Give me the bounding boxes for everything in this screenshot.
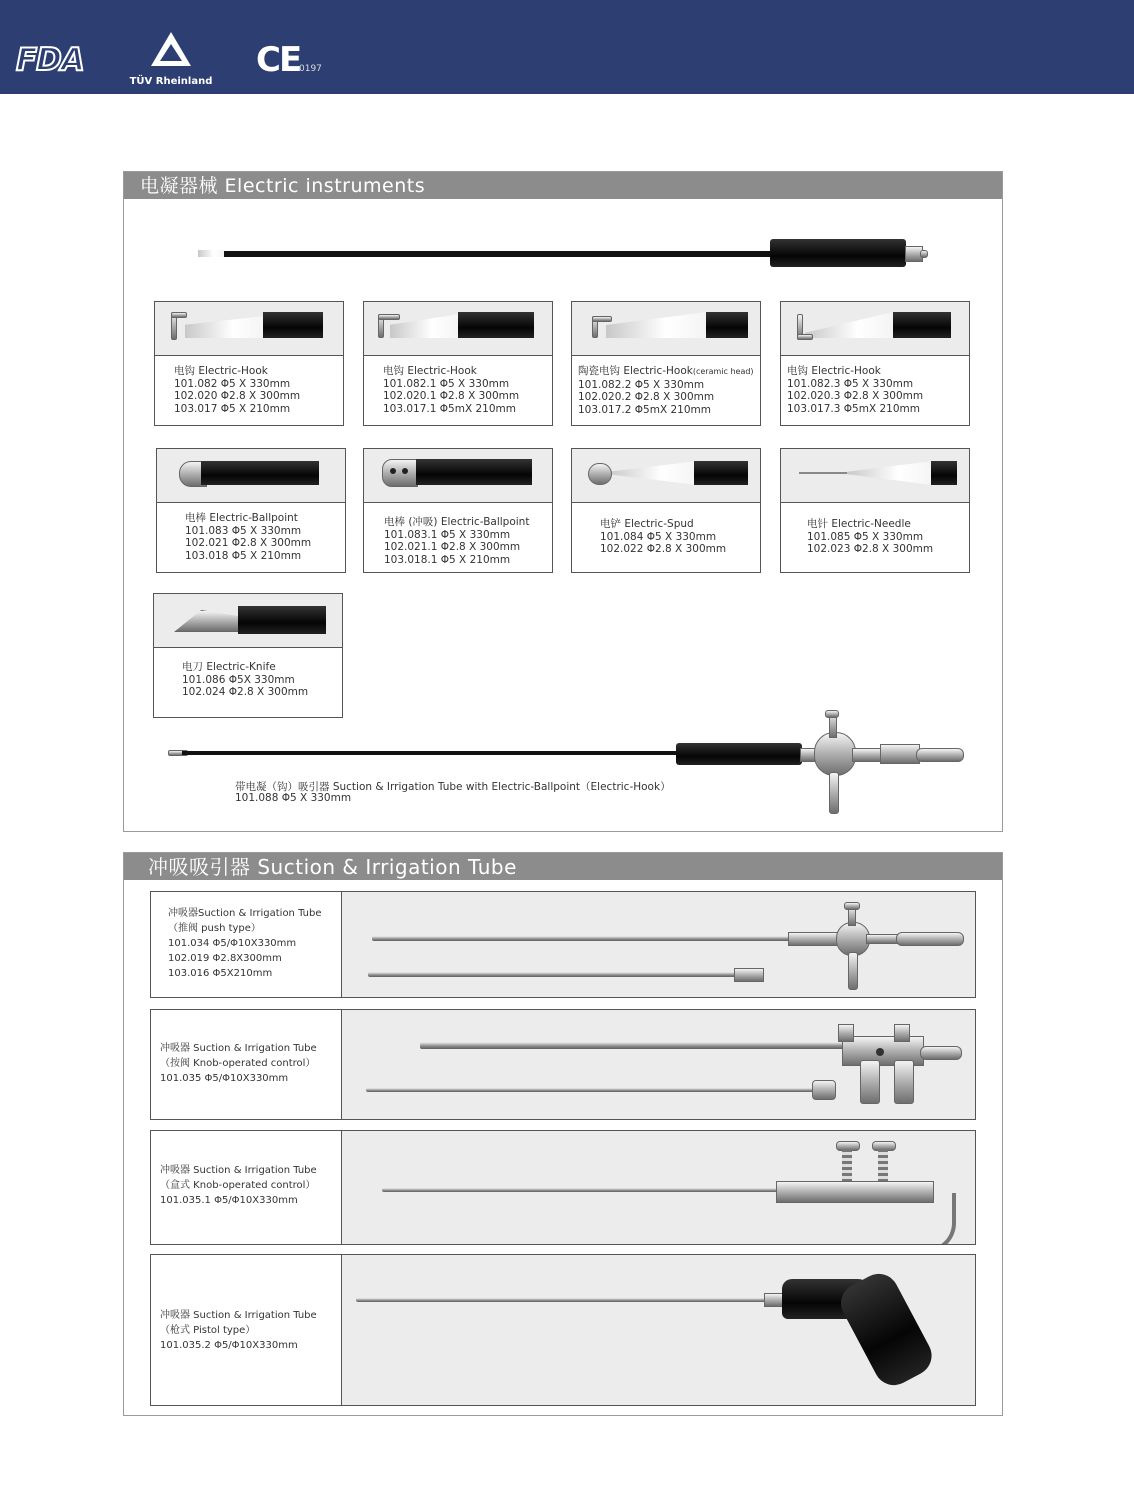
- header-bar: [0, 0, 1134, 94]
- electric-hook-image: [364, 302, 552, 356]
- product-spec: 101.083.1 Φ5 X 330mm: [384, 528, 511, 541]
- suction-item-spec: 101.034 Φ5/Φ10X330mm: [168, 938, 297, 949]
- product-spec: 102.020.3 Φ2.8 X 300mm: [787, 390, 924, 402]
- product-name: 电棒 Electric-Ballpoint: [185, 512, 298, 524]
- ce-number: 0197: [299, 64, 322, 74]
- suction-item-knob-operated: [150, 1009, 976, 1120]
- electric-spud-image: [572, 449, 760, 503]
- suction-item-spec: 102.019 Φ2.8X300mm: [168, 953, 282, 964]
- product-spec: 103.018 Φ5 X 210mm: [185, 549, 302, 562]
- suction-item-type: （推阀 push type）: [168, 923, 261, 934]
- product-name: 电针 Electric-Needle: [807, 518, 911, 530]
- product-spec: 103.017.3 Φ5mX 210mm: [787, 402, 920, 415]
- pistol-type-image: [342, 1255, 975, 1405]
- product-spec: 101.084 Φ5 X 330mm: [600, 530, 717, 543]
- product-spec: 101.082.3 Φ5 X 330mm: [787, 377, 914, 390]
- product-card-electric-spud: [571, 448, 761, 573]
- product-spec: 103.018.1 Φ5 X 210mm: [384, 553, 511, 566]
- product-card-electric-hook-1: [154, 301, 344, 426]
- fda-logo: FDA: [16, 42, 84, 78]
- product-spec: 103.017.2 Φ5mX 210mm: [578, 403, 711, 416]
- product-spec: 103.017.1 Φ5mX 210mm: [383, 402, 516, 415]
- electric-needle-image: [781, 449, 969, 503]
- knob-operated-image: [342, 1010, 975, 1119]
- electric-hook-image: [155, 302, 343, 356]
- suction-item-name: 冲吸器Suction & Irrigation Tube: [168, 908, 322, 919]
- product-spec: 101.082.1 Φ5 X 330mm: [383, 377, 510, 390]
- box-knob-image: [342, 1131, 975, 1244]
- product-card-ceramic-hook: [571, 301, 761, 426]
- product-name: 电刀 Electric-Knife: [182, 661, 276, 673]
- product-card-electric-hook-2: [363, 301, 553, 426]
- product-spec: 101.085 Φ5 X 330mm: [807, 530, 924, 543]
- product-card-electric-hook-3: [780, 301, 970, 426]
- product-card-electric-ballpoint: [156, 448, 346, 573]
- product-card-electric-needle: [780, 448, 970, 573]
- product-name: 电铲 Electric-Spud: [600, 518, 694, 530]
- product-name: 陶瓷电钩 Electric-Hook: [578, 365, 693, 377]
- tuv-triangle-icon: [151, 32, 191, 66]
- product-spec: 102.021 Φ2.8 X 300mm: [185, 537, 312, 549]
- combo-product-name: 带电凝（钩）吸引器 Suction & Irrigation Tube with Electric-Ballpoint（Electric-Hook）: [235, 781, 671, 793]
- product-name-suffix: (ceramic head): [692, 367, 754, 376]
- product-name: 电钩 Electric-Hook: [383, 365, 477, 377]
- suction-item-type: （按阀 Knob-operated control）: [160, 1058, 316, 1069]
- suction-item-spec: 101.035 Φ5/Φ10X330mm: [160, 1073, 289, 1084]
- product-spec: 101.083 Φ5 X 330mm: [185, 524, 302, 537]
- suction-item-spec: 103.016 Φ5X210mm: [168, 968, 273, 979]
- ceramic-hook-image: [572, 302, 760, 356]
- tuv-logo-text: TÜV Rheinland: [129, 76, 213, 87]
- suction-item-name: 冲吸器 Suction & Irrigation Tube: [160, 1310, 317, 1321]
- electric-hook-image: [781, 302, 969, 356]
- electric-ballpoint-image: [157, 449, 345, 503]
- product-card-electric-knife: [153, 593, 343, 718]
- tuv-logo: [128, 32, 214, 90]
- electric-instruments-section: [123, 171, 1003, 832]
- overview-instrument-image: [198, 238, 928, 272]
- product-spec: 102.020 Φ2.8 X 300mm: [174, 390, 301, 402]
- suction-item-spec: 101.035.2 Φ5/Φ10X330mm: [160, 1340, 298, 1351]
- suction-item-type: （枪式 Pistol type）: [160, 1325, 256, 1336]
- suction-item-box-knob: [150, 1130, 976, 1245]
- suction-section-title: 冲吸吸引器 Suction & Irrigation Tube: [124, 853, 1002, 880]
- product-spec: 102.020.2 Φ2.8 X 300mm: [578, 391, 715, 403]
- product-spec: 102.020.1 Φ2.8 X 300mm: [383, 390, 520, 402]
- product-name: 电钩 Electric-Hook: [787, 365, 881, 377]
- product-card-electric-ballpoint-suction: [363, 448, 553, 573]
- electric-knife-image: [154, 594, 342, 648]
- product-name: 电棒 (冲吸) Electric-Ballpoint: [384, 516, 530, 528]
- ce-logo: CE: [256, 40, 301, 80]
- suction-item-pistol-type: [150, 1254, 976, 1406]
- suction-item-name: 冲吸器 Suction & Irrigation Tube: [160, 1043, 317, 1054]
- suction-item-push-type: [150, 891, 976, 998]
- suction-item-spec: 101.035.1 Φ5/Φ10X330mm: [160, 1195, 298, 1206]
- product-spec: 102.023 Φ2.8 X 300mm: [807, 543, 934, 555]
- product-spec: 101.086 Φ5X 330mm: [182, 673, 295, 686]
- product-spec: 102.021.1 Φ2.8 X 300mm: [384, 541, 521, 553]
- suction-item-name: 冲吸器 Suction & Irrigation Tube: [160, 1165, 317, 1176]
- product-name: 电钩 Electric-Hook: [174, 365, 268, 377]
- product-spec: 102.024 Φ2.8 X 300mm: [182, 686, 309, 698]
- electric-section-title: 电凝器械 Electric instruments: [124, 172, 1002, 199]
- push-type-image: [342, 892, 975, 997]
- product-spec: 103.017 Φ5 X 210mm: [174, 402, 291, 415]
- product-spec: 101.082.2 Φ5 X 330mm: [578, 378, 705, 391]
- suction-irrigation-section: [123, 852, 1003, 1416]
- product-spec: 102.022 Φ2.8 X 300mm: [600, 543, 727, 555]
- suction-item-type: （盒式 Knob-operated control）: [160, 1180, 316, 1191]
- electric-ballpoint-suction-image: [364, 449, 552, 503]
- combo-product-code: 101.088 Φ5 X 330mm: [235, 792, 352, 804]
- product-spec: 101.082 Φ5 X 330mm: [174, 377, 291, 390]
